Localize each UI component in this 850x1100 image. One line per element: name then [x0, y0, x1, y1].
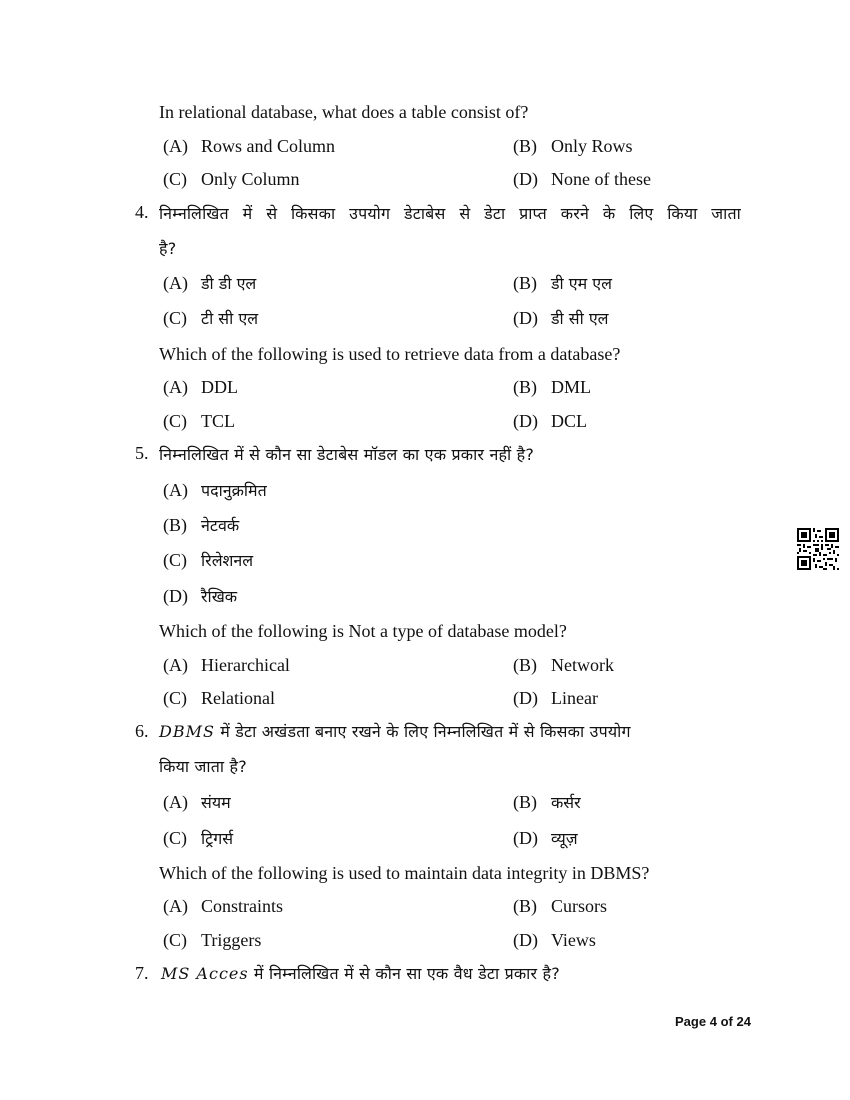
q6-hi-option-a: (A) संयम [163, 792, 231, 812]
q6-en-option-d: (D) Views [513, 930, 596, 950]
q6-number: 6. [135, 721, 149, 741]
q5-hi-option-c: (C) रिलेशनल [163, 550, 254, 570]
q5-hi-option-d: (D) रैखिक [163, 586, 238, 606]
q5-en-option-c: (C) Relational [163, 688, 275, 708]
q6-en-question: Which of the following is used to maintain data integrity in DBMS? [159, 863, 650, 883]
q7-hi-prefix: MS Acces [161, 964, 249, 983]
q6-hi-option-b: (B) कर्सर [513, 792, 581, 812]
q4-hi-question-line1: निम्नलिखित में से किसका उपयोग डेटाबेस से डेटा प्राप्त करने के लिए किया जाता [159, 204, 741, 223]
q3-en-option-a: (A) Rows and Column [163, 136, 336, 156]
q5-hi-option-a: (A) पदानुक्रमित [163, 480, 267, 500]
q4-en-question: Which of the following is used to retrieve data from a database? [159, 344, 621, 364]
q6-hi-option-d: (D) व्यूज़ [513, 828, 578, 848]
q6-hi-prefix: DBMS [159, 722, 215, 741]
q4-hi-option-a: (A) डी डी एल [163, 273, 257, 293]
q6-en-option-a: (A) Constraints [163, 896, 284, 916]
q7-number: 7. [135, 963, 149, 983]
q3-en-option-c: (C) Only Column [163, 169, 300, 189]
q4-en-option-d: (D) DCL [513, 411, 587, 431]
q5-en-option-d: (D) Linear [513, 688, 598, 708]
q7-hi-question-text: में निम्नलिखित में से कौन सा एक वैध डेटा प्रकार है? [253, 964, 560, 983]
qr-code-icon [797, 528, 839, 570]
q3-en-question: In relational database, what does a table consist of? [159, 102, 529, 122]
q4-en-option-b: (B) DML [513, 377, 591, 397]
q4-hi-question-line2: है? [159, 239, 177, 258]
q5-number: 5. [135, 443, 149, 463]
q6-hi-question-line1 [159, 721, 631, 743]
q6-hi-question-text: में डेटा अखंडता बनाए रखने के लिए निम्नलिखित में से किसका उपयोग [220, 722, 631, 741]
q6-hi-option-c: (C) ट्रिगर्स [163, 828, 234, 848]
q5-en-option-a: (A) Hierarchical [163, 655, 290, 675]
q5-hi-option-b: (B) नेटवर्क [163, 515, 240, 535]
q4-hi-option-d: (D) डी सी एल [513, 308, 609, 328]
page-number-footer: Page 4 of 24 [675, 1014, 751, 1029]
q5-en-question: Which of the following is Not a type of database model? [159, 621, 567, 641]
q7-hi-question-line1 [161, 963, 560, 985]
q4-hi-option-c: (C) टी सी एल [163, 308, 259, 328]
q4-en-option-c: (C) TCL [163, 411, 235, 431]
q5-hi-question: निम्नलिखित में से कौन सा डेटाबेस मॉडल का एक प्रकार नहीं है? [159, 445, 535, 464]
q3-en-option-d: (D) None of these [513, 169, 651, 189]
q4-en-option-a: (A) DDL [163, 377, 238, 397]
q3-en-option-b: (B) Only Rows [513, 136, 633, 156]
q6-en-option-c: (C) Triggers [163, 930, 262, 950]
q4-hi-option-b: (B) डी एम एल [513, 273, 612, 293]
q6-hi-question-line2: किया जाता है? [159, 757, 247, 776]
q5-en-option-b: (B) Network [513, 655, 614, 675]
q4-number: 4. [135, 202, 149, 222]
q6-en-option-b: (B) Cursors [513, 896, 608, 916]
